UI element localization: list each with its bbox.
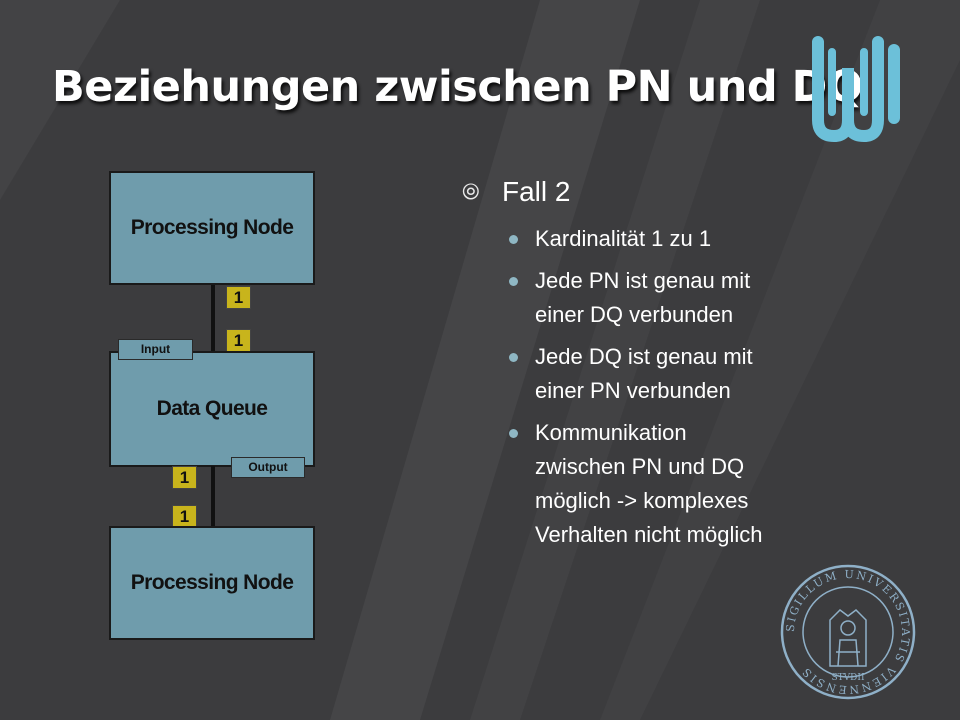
output-tag: Output — [231, 457, 305, 478]
connector-top — [211, 285, 215, 352]
seal-bottom-text: STVDII — [831, 673, 865, 683]
bullet-line: Verhalten nicht möglich — [535, 522, 763, 547]
bullet-dot-icon — [509, 429, 518, 438]
cardinality-top-upper: 1 — [226, 286, 251, 309]
cardinality-top-lower: 1 — [226, 329, 251, 352]
target-circle-icon: ⦾ — [462, 179, 480, 204]
data-queue-node-label: Data Queue — [156, 397, 268, 420]
bullet-dot-icon — [509, 235, 518, 244]
bullet-item — [462, 416, 892, 552]
bullet-line: zwischen PN und DQ — [535, 454, 745, 479]
data-queue-node — [109, 351, 315, 467]
slide-title: Beziehungen zwischen PN und DQ — [52, 62, 863, 112]
bullet-line: möglich -> komplexes — [535, 488, 749, 513]
bullet-dot-icon — [509, 277, 518, 286]
bullet-item — [462, 222, 892, 256]
input-tag: Input — [118, 339, 193, 360]
seal-text: SIGILLUM UNIVERSITATIS VIENNENSIS — [783, 567, 913, 697]
bottom-processing-node-label: Processing Node — [130, 571, 294, 594]
cardinality-bottom-upper: 1 — [172, 466, 197, 489]
connector-bottom — [211, 466, 215, 526]
bullet-dot-icon — [509, 353, 518, 362]
bullet-line: Kommunikation — [535, 420, 687, 445]
bullet-list — [462, 176, 892, 560]
bullet-line: Jede DQ ist genau mit — [535, 344, 753, 369]
cardinality-bottom-lower: 1 — [172, 505, 197, 528]
top-processing-node — [109, 171, 315, 285]
case-title: Fall 2 — [502, 176, 571, 207]
university-w-logo-icon — [808, 28, 908, 146]
bullet-line: Kardinalität 1 zu 1 — [535, 226, 712, 251]
bottom-processing-node — [109, 526, 315, 640]
bullet-item — [462, 340, 892, 408]
bullet-item — [462, 264, 892, 332]
bullet-line: einer DQ verbunden — [535, 302, 734, 327]
bullet-line: einer PN verbunden — [535, 378, 731, 403]
case-heading — [462, 176, 892, 208]
bullet-line: Jede PN ist genau mit — [535, 268, 751, 293]
university-seal-icon — [778, 562, 918, 702]
top-processing-node-label: Processing Node — [130, 216, 294, 239]
